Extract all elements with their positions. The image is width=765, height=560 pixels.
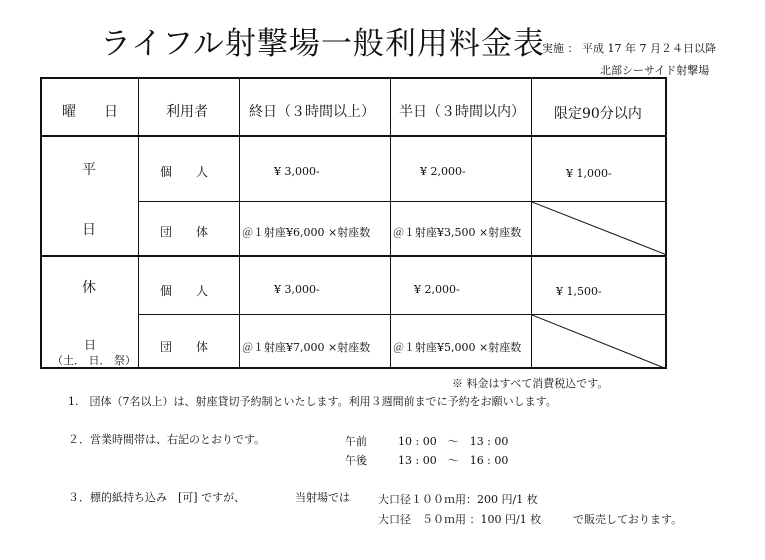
price-weekday-individual-limited: ¥ 1,000-	[566, 167, 612, 180]
hours-afternoon-time: 13 : 00 ～ 16 : 00	[398, 454, 509, 467]
hours-morning-time: 10 : 00 ～ 13 : 00	[398, 435, 509, 448]
header-user: 利用者	[166, 104, 208, 120]
target-price-50m: 大口径 ５０ｍ用 ：100 円/1 枚	[378, 513, 542, 526]
table-divider	[42, 255, 665, 257]
user-group-holiday: 団 体	[160, 340, 209, 354]
page-title: ライフル射撃場一般利用料金表	[100, 26, 545, 62]
note-2: ２．営業時間帯は、右記のとおりです。	[68, 433, 266, 446]
table-divider	[239, 79, 240, 367]
table-divider	[138, 79, 139, 367]
note-3-end: で販売しております。	[573, 513, 683, 526]
user-group-weekday: 団 体	[160, 225, 209, 239]
facility-name: 北部シーサイド射撃場	[600, 64, 710, 77]
tax-note: ※ 料金はすべて消費税込です。	[452, 377, 609, 390]
header-half-day: 半日（３時間以内）	[399, 104, 525, 120]
holiday-label-sub: （土． 日． 祭）	[52, 354, 136, 367]
fee-table	[40, 77, 667, 369]
price-holiday-individual-limited: ¥ 1,500-	[556, 285, 602, 298]
table-divider	[42, 135, 665, 137]
weekday-label-top: 平	[82, 162, 96, 178]
price-holiday-individual-full: ¥ 3,000-	[274, 283, 320, 296]
price-holiday-group-full: ＠１射座¥7,000 ×射座数	[242, 341, 371, 354]
price-holiday-group-half: ＠１射座¥5,000 ×射座数	[393, 341, 522, 354]
header-full-day: 終日（３時間以上）	[249, 104, 375, 120]
price-weekday-group-full: ＠１射座¥6,000 ×射座数	[242, 226, 371, 239]
price-weekday-group-half: ＠１射座¥3,500 ×射座数	[393, 226, 522, 239]
not-applicable-slash	[532, 315, 667, 369]
effective-date: 実施 ： 平成 17 年 7 月２４日以降	[542, 42, 716, 55]
user-individual-weekday: 個 人	[160, 165, 209, 179]
price-weekday-individual-full: ¥ 3,000-	[274, 165, 320, 178]
holiday-label-top: 休	[82, 280, 96, 296]
note-3-location: 当射場では	[295, 491, 350, 504]
price-holiday-individual-half: ¥ 2,000-	[414, 283, 460, 296]
header-day: 曜 日	[62, 104, 118, 120]
weekday-label-bottom: 日	[82, 222, 96, 238]
user-individual-holiday: 個 人	[160, 284, 209, 298]
hours-morning-label: 午前	[345, 435, 367, 448]
not-applicable-slash	[532, 202, 667, 255]
holiday-label-bottom: 日	[84, 338, 97, 352]
price-weekday-individual-half: ¥ 2,000-	[420, 165, 466, 178]
table-divider	[390, 79, 391, 367]
header-limited: 限定90分以内	[554, 106, 642, 122]
hours-afternoon-label: 午後	[345, 454, 367, 467]
note-1: 1. 団体（7名以上）は、射座貸切予約制といたします。利用３週間前までに予約をお願いします。	[68, 395, 557, 408]
target-price-100m: 大口径１００ｍ用：200 円/1 枚	[378, 493, 538, 506]
note-3: ３．標的紙持ち込み [可] ですが、	[68, 491, 246, 504]
